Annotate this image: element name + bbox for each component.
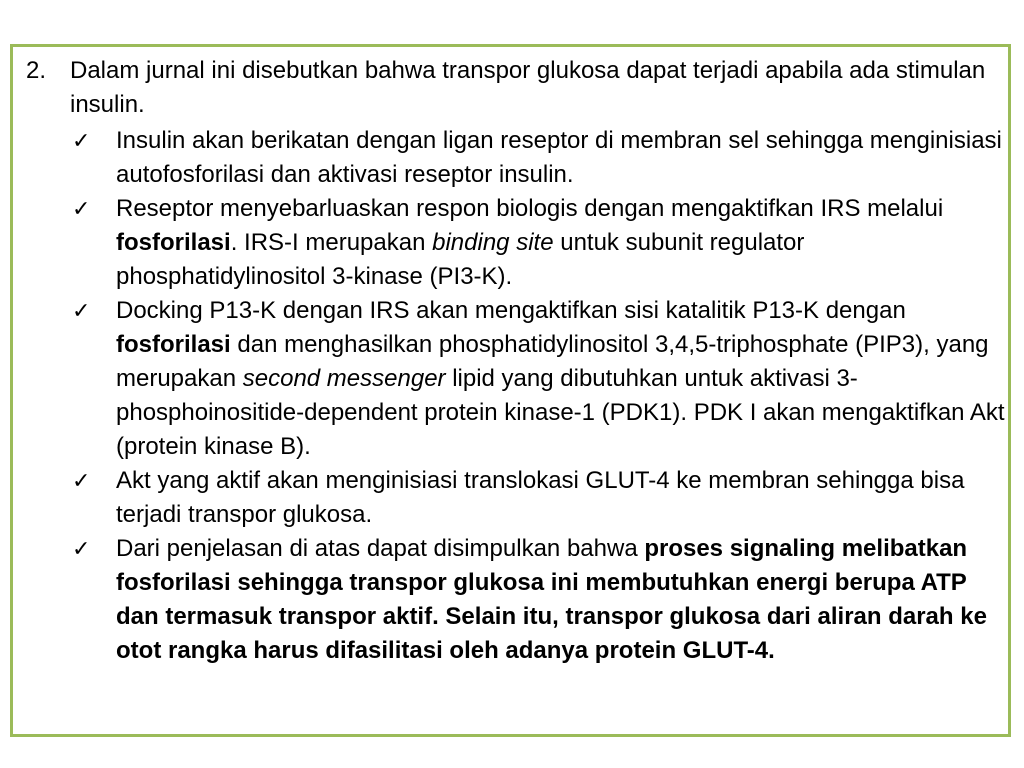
item-text: Dalam jurnal ini disebutkan bahwa transpor glukosa dapat terjadi apabila ada stimulan insulin. (70, 57, 986, 118)
bullet-text: Akt yang aktif akan menginisiasi translokasi GLUT-4 ke membran sehingga bisa terjadi transpor glukosa. (116, 467, 965, 528)
bullet-text: . IRS-I merupakan (230, 229, 433, 256)
item-number: 2. (26, 57, 47, 84)
checkmark-icon: ✓ (72, 298, 91, 323)
bullet-text: dan menghasilkan phosphatidylinositol 3,4,5-triphosphate (PIP3), yang merupakan (116, 331, 989, 392)
italic-term: second messenger (242, 365, 446, 392)
conclusion-bold-text: proses signaling melibatkan fosforilasi sehingga transpor glukosa ini membutuhkan energi berupa ATP dan termasuk transpor aktif. Selain itu, transpor glukosa dari aliran darah ke otot rangka harus difasilitasi oleh adanya protein GLUT-4. (116, 535, 987, 664)
bullet-text: lipid yang dibutuhkan untuk aktivasi 3-phosphoinositide-dependent protein kinase-1 (PDK1). PDK I akan mengaktifkan Akt (protein kinase B). (116, 365, 1005, 460)
bullet-list (72, 124, 1007, 668)
checkmark-icon: ✓ (72, 196, 91, 221)
bullet-item-3 (72, 294, 1007, 464)
bullet-text: Docking P13-K dengan IRS akan mengaktifkan sisi katalitik P13-K dengan (116, 297, 906, 324)
checkmark-icon: ✓ (72, 468, 91, 493)
checkmark-icon: ✓ (72, 536, 91, 561)
bullet-text: Insulin akan berikatan dengan ligan reseptor di membran sel sehingga menginisiasi autofosforilasi dan aktivasi reseptor insulin. (116, 127, 1002, 188)
bold-term: fosforilasi (116, 229, 231, 256)
bullet-text: untuk subunit regulator phosphatidylinositol 3-kinase (PI3-K). (116, 229, 805, 290)
bullet-item-2 (72, 192, 1007, 294)
checkmark-icon: ✓ (72, 128, 91, 153)
italic-term: binding site (432, 229, 554, 256)
bullet-text: Dari penjelasan di atas dapat disimpulkan bahwa (116, 535, 645, 562)
bullet-item-4 (72, 464, 1007, 532)
bullet-text: Reseptor menyebarluaskan respon biologis dengan mengaktifkan IRS melalui (116, 195, 944, 222)
bullet-item-1 (72, 124, 1007, 192)
bullet-item-5 (72, 532, 1007, 668)
bold-term: fosforilasi (116, 331, 231, 358)
